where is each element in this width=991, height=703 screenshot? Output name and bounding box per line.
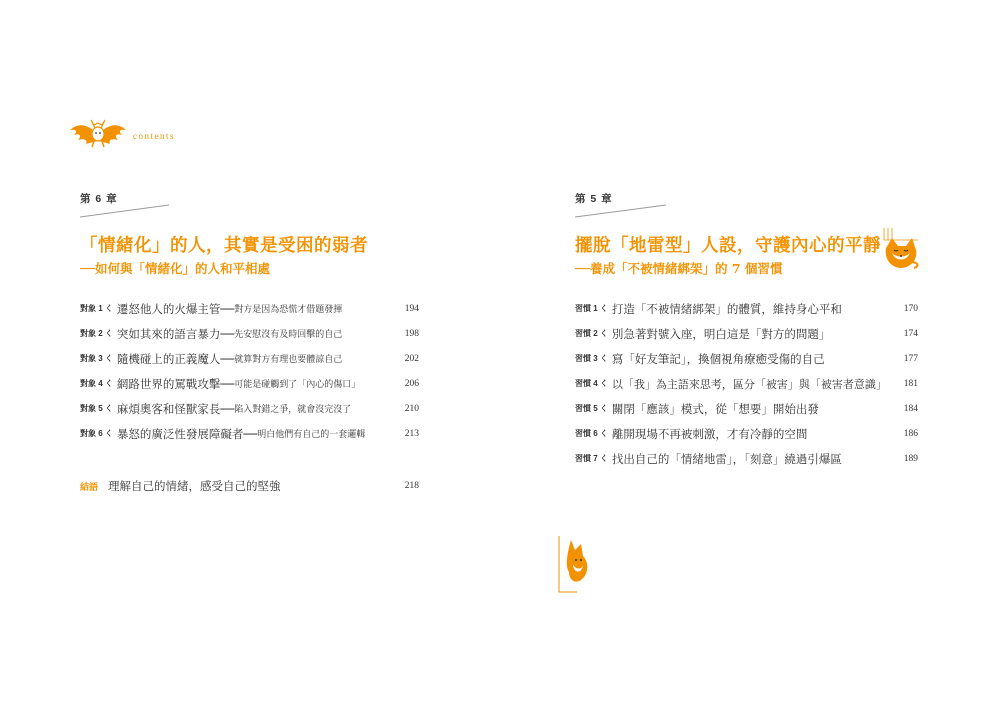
toc-entry-title: 突如其來的語言暴力── <box>116 326 235 341</box>
toc-entry-prefix: 對象 6 く <box>80 429 113 438</box>
toc-entry[interactable] <box>575 371 918 396</box>
toc-entry-prefix: 習慣 5 く <box>575 404 608 413</box>
toc-entry-subtitle: 先安慰沒有及時回擊的自己 <box>234 329 343 339</box>
toc-entry-prefix: 對象 1 く <box>80 304 113 313</box>
toc-entry-title: 離開現場不再被刺激，才有冷靜的空間 <box>611 426 808 441</box>
chapter-6-toc <box>80 296 419 446</box>
toc-entry-page: 174 <box>903 328 918 339</box>
toc-entry-subtitle: 就算對方有理也要體諒自己 <box>234 354 343 364</box>
toc-entry[interactable] <box>575 346 918 371</box>
toc-entry-page: 206 <box>404 378 419 389</box>
toc-entry-prefix: 習慣 3 く <box>575 354 608 363</box>
toc-entry-page: 177 <box>903 353 918 364</box>
contents-heading: contents <box>133 131 175 141</box>
toc-entry-page: 186 <box>903 428 918 439</box>
chapter-5-toc <box>575 296 918 471</box>
toc-entry-page: 184 <box>903 403 918 414</box>
toc-entry-title: 網路世界的罵戰攻擊── <box>116 376 235 391</box>
toc-entry-page: 213 <box>404 428 419 439</box>
toc-entry-title: 找出自己的「情緒地雷」，「刻意」繞過引爆區 <box>611 451 842 466</box>
toc-entry[interactable] <box>575 321 918 346</box>
winged-fox-logo-icon <box>68 112 128 152</box>
toc-entry-title: 隨機碰上的正義魔人── <box>116 351 235 366</box>
chapter-6-title: 「情緒化」的人，其實是受困的弱者 <box>80 236 368 256</box>
toc-entry[interactable] <box>575 446 918 471</box>
chapter-5-label: 第 5 章 <box>575 193 613 205</box>
chapter-5-title: 擺脫「地雷型」人設，守護內心的平靜 <box>575 236 881 256</box>
toc-entry[interactable] <box>80 396 419 421</box>
chapter-6-label: 第 6 章 <box>80 193 118 205</box>
toc-entry[interactable] <box>80 346 419 371</box>
sleeping-fox-icon <box>880 226 922 270</box>
toc-entry-title: 暴怒的廣泛性發展障礙者── <box>116 426 258 441</box>
toc-entry-title: 以「我」為主語來思考，區分「被害」與「被害者意識」 <box>611 377 887 391</box>
toc-entry[interactable] <box>80 321 419 346</box>
toc-entry-subtitle: 可能是碰觸到了「內心的傷口」 <box>234 379 361 389</box>
toc-entry[interactable] <box>80 421 419 446</box>
toc-entry-prefix: 對象 5 く <box>80 404 113 413</box>
conclusion-label: 結語 <box>80 481 99 492</box>
toc-entry-prefix: 習慣 6 く <box>575 429 608 438</box>
conclusion-entry[interactable] <box>80 476 419 496</box>
toc-entry-prefix: 對象 3 く <box>80 354 113 363</box>
toc-entry-prefix: 習慣 1 く <box>575 304 608 313</box>
toc-entry-subtitle: 明白他們有自己的一套邏輯 <box>257 429 366 439</box>
toc-entry-title: 麻煩奧客和怪獸家長── <box>116 401 235 416</box>
toc-entry-page: 189 <box>903 453 918 464</box>
chapter-6-subtitle: ──如何與「情緒化」的人和平相處 <box>80 261 271 276</box>
toc-entry[interactable] <box>575 396 918 421</box>
chapter-5-rule <box>575 204 667 218</box>
chapter-5-subtitle: ──養成「不被情緒綁架」的 7 個習慣 <box>575 261 783 276</box>
conclusion-title: 理解自己的情緒，感受自己的堅強 <box>108 479 281 493</box>
toc-entry-prefix: 習慣 2 く <box>575 329 608 338</box>
toc-entry[interactable] <box>80 296 419 321</box>
toc-entry[interactable] <box>575 296 918 321</box>
toc-entry[interactable] <box>575 421 918 446</box>
toc-entry-title: 打造「不被情緒綁架」的體質，維持身心平和 <box>611 301 842 316</box>
toc-entry-page: 194 <box>404 303 419 314</box>
toc-entry-prefix: 習慣 4 く <box>575 379 608 388</box>
toc-entry-title: 遷怒他人的火爆主管── <box>116 301 235 316</box>
toc-entry-page: 210 <box>404 403 419 414</box>
peeking-fox-icon <box>557 536 591 594</box>
toc-entry-title: 關閉「應該」模式，從「想要」開始出發 <box>611 401 819 416</box>
conclusion-page: 218 <box>404 481 419 491</box>
toc-entry-title: 寫「好友筆記」，換個視角療癒受傷的自己 <box>611 351 825 366</box>
toc-entry-page: 202 <box>404 353 419 364</box>
toc-entry-page: 198 <box>404 328 419 339</box>
toc-entry-page: 181 <box>903 378 918 389</box>
toc-entry-subtitle: 陷入對錯之爭，就會沒完沒了 <box>234 404 352 414</box>
toc-entry[interactable] <box>80 371 419 396</box>
toc-entry-subtitle: 對方是因為恐慌才借題發揮 <box>234 304 343 314</box>
toc-entry-prefix: 對象 2 く <box>80 329 113 338</box>
toc-entry-title: 別急著對號入座，明白這是「對方的問題」 <box>611 326 831 341</box>
toc-entry-prefix: 對象 4 く <box>80 379 113 388</box>
toc-entry-page: 170 <box>903 303 918 314</box>
chapter-6-rule <box>80 204 170 218</box>
toc-entry-prefix: 習慣 7 く <box>575 454 608 463</box>
